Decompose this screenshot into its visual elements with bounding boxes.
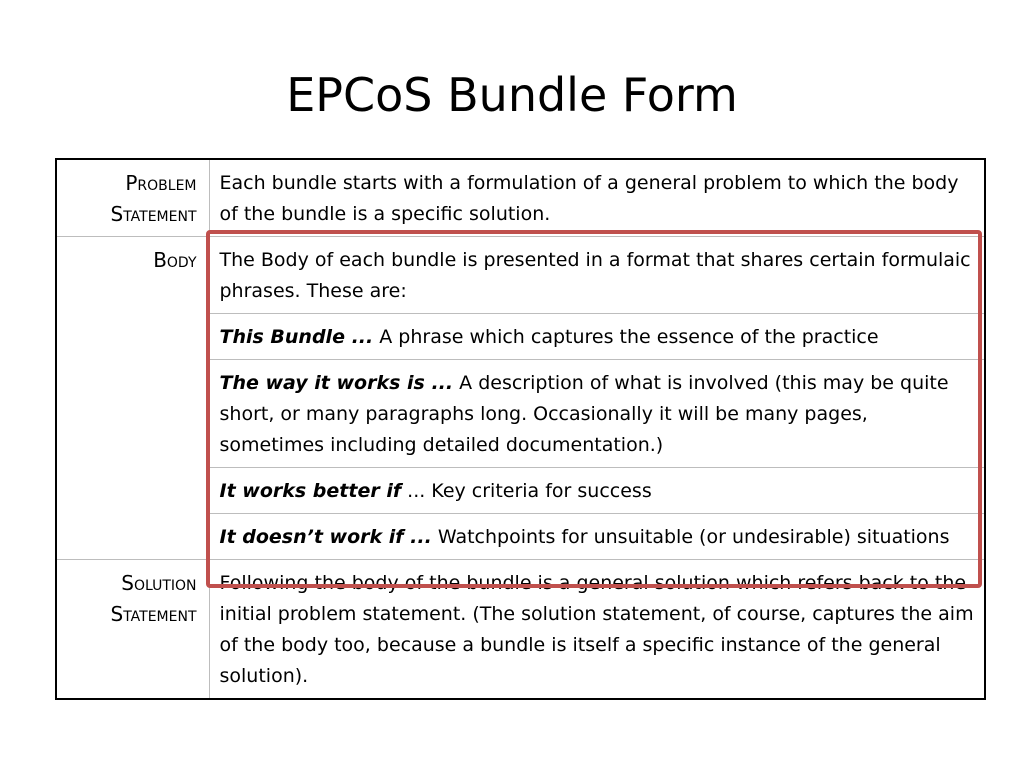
body-phrase-cell	[209, 468, 985, 514]
phrase-text: ... Key criteria for success	[401, 480, 652, 502]
phrase-lead: It works better if	[219, 480, 402, 502]
body-phrase-cell	[209, 514, 985, 560]
phrase-text: A description of what is involved (this may be quite short, or many paragraphs long. Occasionally it will be many pages, sometimes including detailed documentation.)	[219, 372, 949, 456]
solution-statement-label: Solution Statement	[56, 560, 209, 700]
phrase-text: Watchpoints for unsuitable (or undesirable) situations	[431, 526, 950, 548]
phrase-lead: It doesn’t work if ...	[219, 526, 432, 548]
bundle-form-table	[55, 158, 986, 700]
solution-statement-text: Following the body of the bundle is a general solution which refers back to the initial problem statement. (The solution statement, of course, captures the aim of the body too, because a bundle is itself a specific instance of the general solution).	[209, 560, 985, 700]
slide-title: EPCoS Bundle Form	[286, 68, 738, 122]
body-label: Body	[56, 237, 209, 560]
phrase-text: A phrase which captures the essence of the practice	[373, 326, 879, 348]
body-intro-text: The Body of each bundle is presented in a format that shares certain formulaic phrases. These are:	[209, 237, 985, 314]
body-intro-row	[56, 237, 985, 314]
problem-statement-label: Problem Statement	[56, 159, 209, 237]
body-phrase-cell	[209, 360, 985, 468]
phrase-lead: This Bundle ...	[219, 326, 374, 348]
phrase-lead: The way it works is ...	[219, 372, 454, 394]
problem-statement-row	[56, 159, 985, 237]
solution-statement-row	[56, 560, 985, 700]
body-phrase-cell	[209, 314, 985, 360]
problem-statement-text: Each bundle starts with a formulation of a general problem to which the body of the bundle is a specific solution.	[209, 159, 985, 237]
